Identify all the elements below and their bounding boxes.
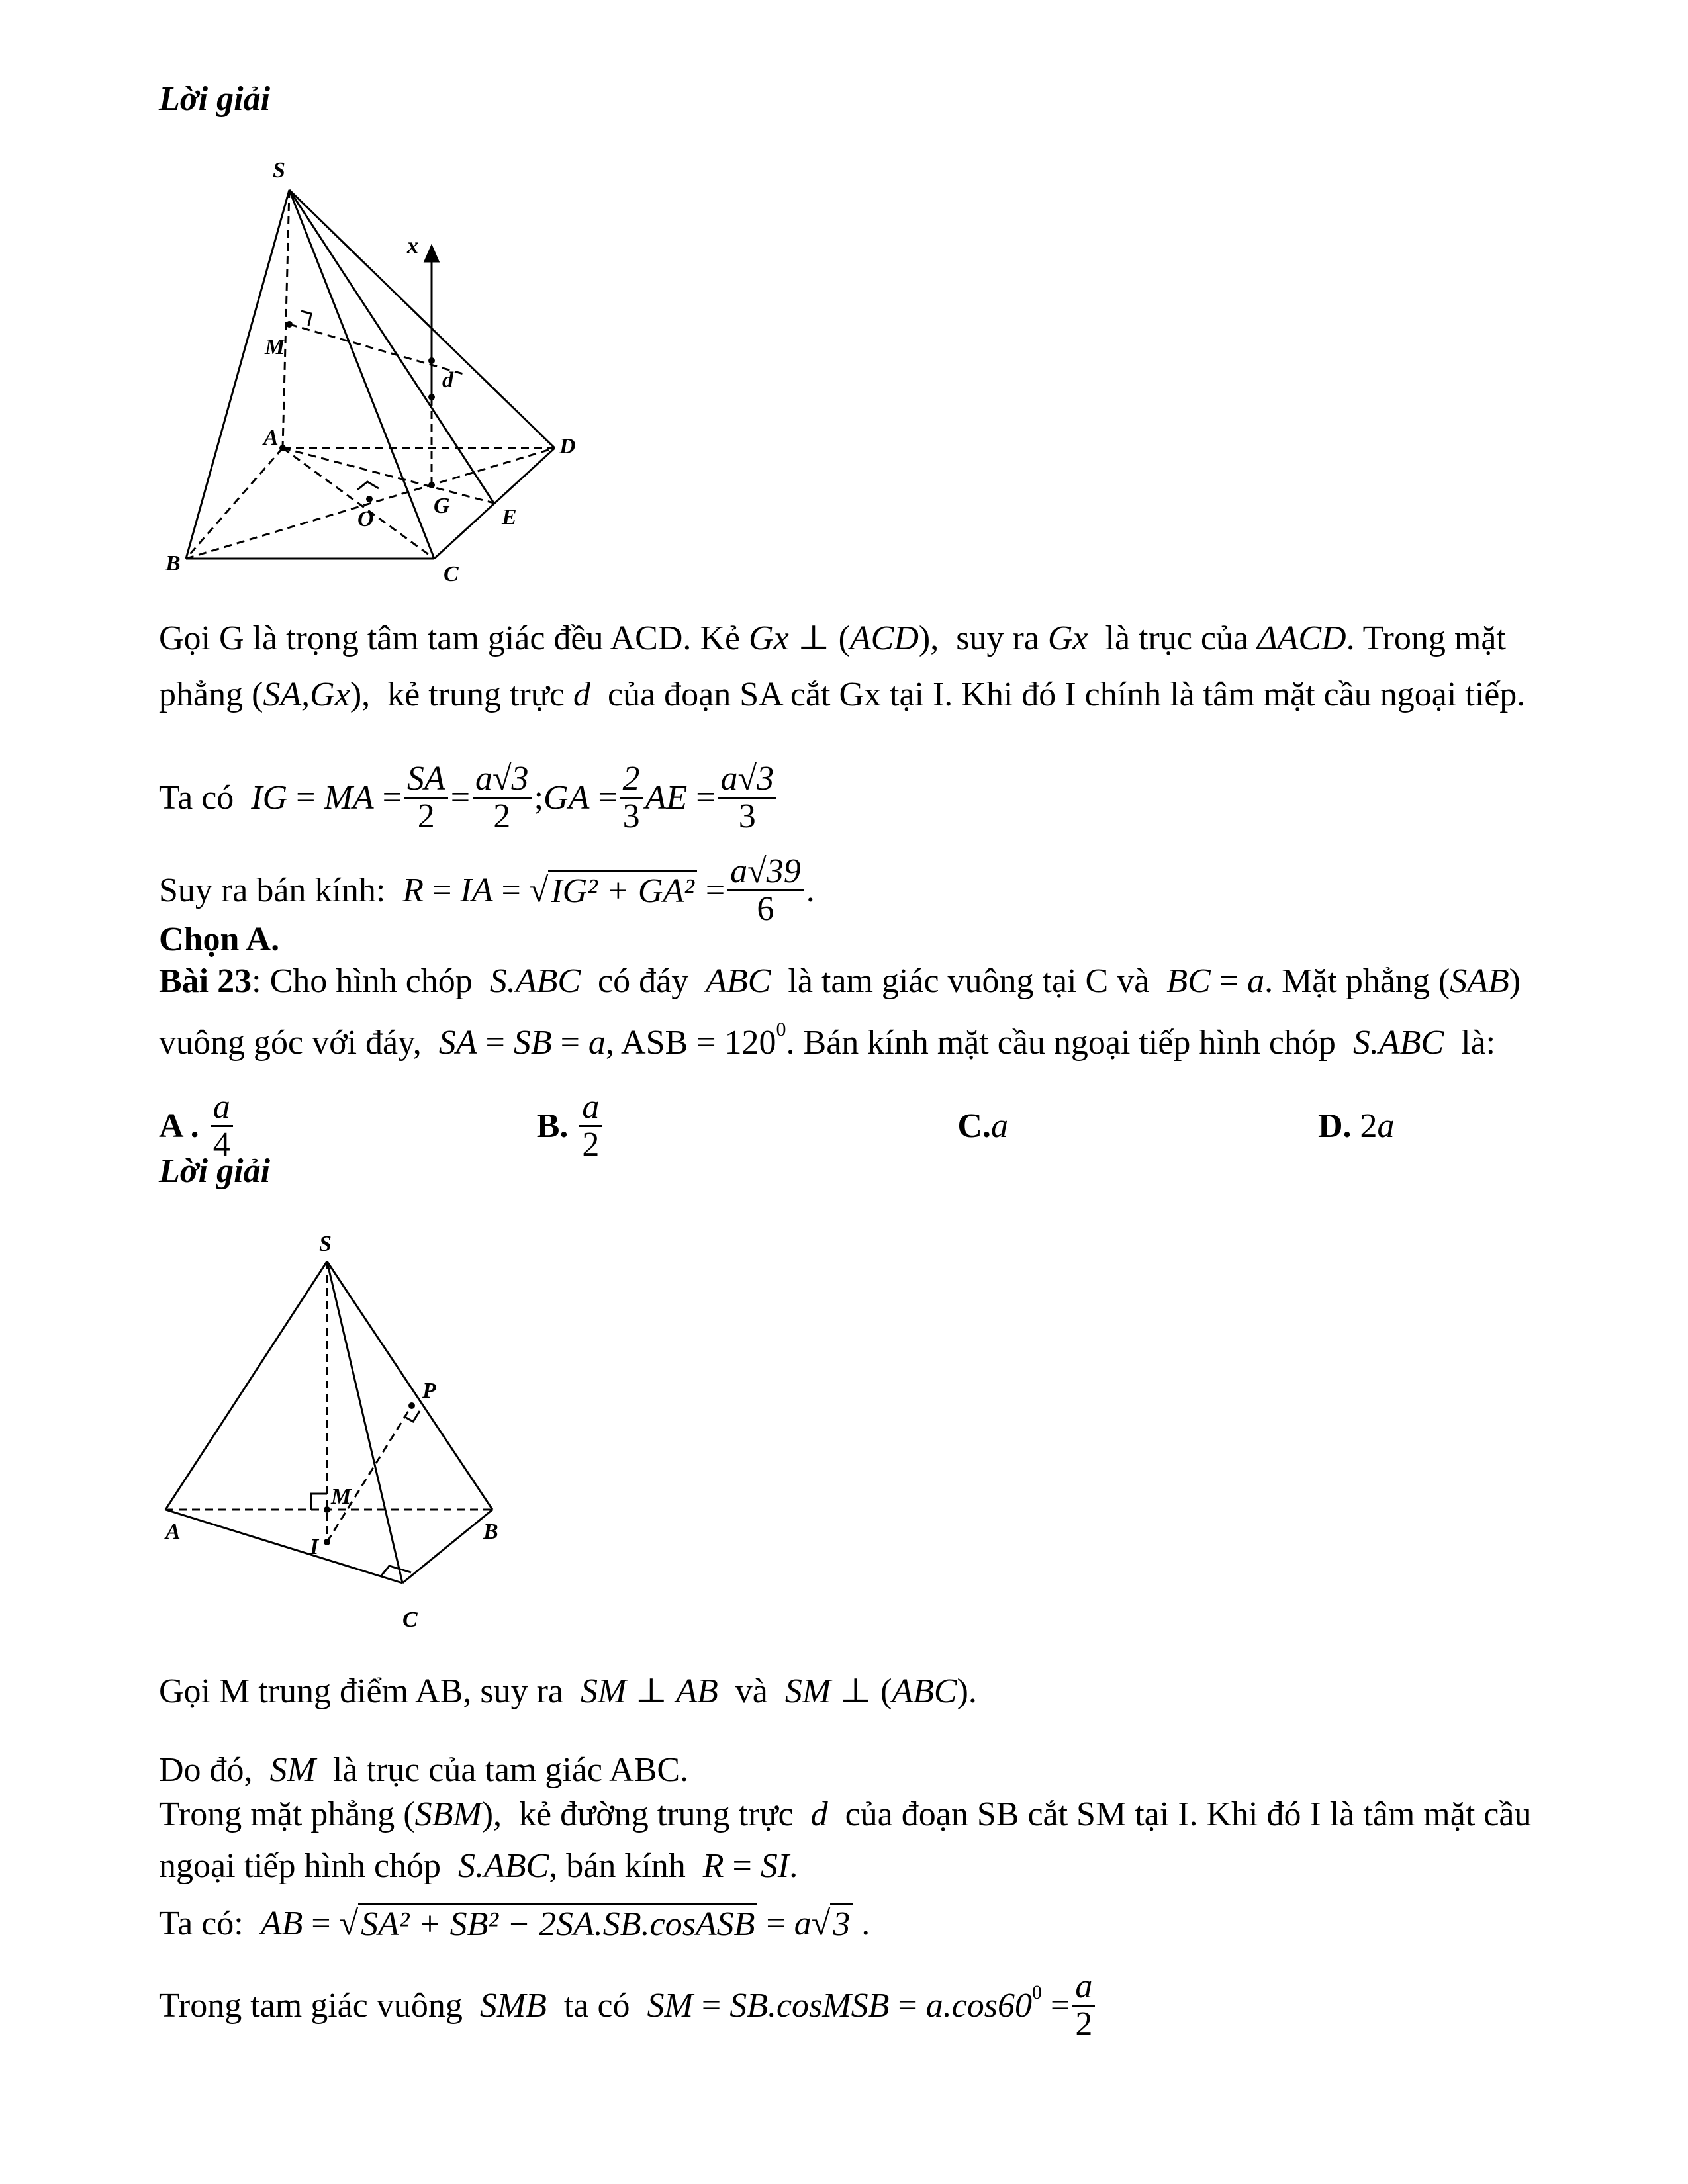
text: . (853, 1904, 870, 1942)
denominator: 2 (417, 797, 435, 835)
label-C: C (402, 1608, 418, 1632)
text: ). (957, 1672, 977, 1710)
fraction (579, 1089, 602, 1163)
label-D: D (559, 434, 576, 459)
edge-SD (289, 190, 555, 448)
math-text: a (1377, 1107, 1395, 1145)
denominator: 2 (493, 797, 511, 835)
text: = (287, 778, 324, 817)
text: = (724, 1847, 761, 1885)
text: : Cho hình chóp (252, 962, 490, 1000)
math-text: d (573, 676, 590, 713)
text-line (159, 675, 1525, 715)
math-text: Gx (1047, 619, 1088, 657)
bold-text: Bài 23 (159, 962, 252, 1000)
label-O: O (357, 507, 374, 531)
numerator: a√39 (727, 854, 804, 891)
text: ), kẻ đường trung trực (481, 1796, 811, 1833)
bold-text: Chọn A. (159, 921, 280, 958)
bold-text: C. (957, 1107, 991, 1145)
label-I: I (310, 1535, 319, 1559)
right-angle-M (301, 311, 311, 326)
text: = √ (303, 1904, 359, 1942)
math-text: a (588, 1024, 606, 1062)
text-line (159, 619, 1506, 659)
numerator: a (1072, 1969, 1095, 2007)
math-text: SAB (1450, 962, 1509, 1000)
right-angle-C (381, 1566, 411, 1576)
label-M: M (331, 1484, 352, 1509)
math-text: IA (460, 871, 493, 909)
text-line (159, 761, 779, 835)
text-line (159, 1969, 1098, 2042)
text: . (789, 1847, 798, 1885)
math-text: SB.cosMSB (729, 1986, 890, 2025)
right-angle-O (357, 482, 379, 490)
math-text: SA,Gx (263, 676, 350, 713)
denominator: 6 (757, 890, 774, 928)
math-text: GA (543, 778, 590, 817)
text-line (159, 1089, 1395, 1163)
section-heading: Lời giải (159, 1152, 271, 1190)
text-line (159, 79, 270, 119)
text: = (889, 1986, 926, 2025)
text: Suy ra bán kính: (159, 871, 403, 909)
math-text: S.ABC (1352, 1024, 1444, 1062)
text: và (718, 1672, 785, 1710)
edge-SA (283, 190, 289, 448)
radicand: 3 (830, 1903, 853, 1944)
edge-AC (165, 1510, 402, 1583)
numerator: a√3 (473, 761, 532, 799)
superscript: 0 (776, 1019, 786, 1040)
bold-text: B. (536, 1107, 577, 1145)
text: = (450, 778, 471, 817)
text: Do đó, (159, 1751, 270, 1789)
text: ⊥ ( (788, 619, 850, 657)
text-line (159, 962, 1521, 1001)
denominator: 4 (212, 1126, 230, 1163)
math-text: SB (513, 1024, 552, 1062)
text-line (159, 1152, 270, 1191)
text: của đoạn SA cắt Gx tại I. Khi đó I chính là tâm mặt cầu ngoại tiếp. (590, 676, 1526, 713)
text: , bán kính (549, 1847, 703, 1885)
text: ta có (546, 1986, 647, 2025)
math-text: SM (580, 1672, 627, 1710)
text (604, 1107, 957, 1146)
text: = (373, 778, 402, 817)
numerator: a (211, 1089, 233, 1127)
label-C: C (444, 562, 459, 586)
label-M: M (265, 335, 285, 359)
math-text: SA (438, 1024, 477, 1062)
denominator: 3 (622, 797, 640, 835)
text: √ (811, 1904, 831, 1942)
math-text: a (1247, 962, 1265, 1000)
fraction (404, 761, 448, 835)
math-text: SBM (414, 1796, 482, 1833)
segment-SE (289, 190, 494, 503)
math-text: MA (324, 778, 374, 817)
label-S: S (273, 158, 285, 183)
text: . Bán kính mặt cầu ngoại tiếp hình chóp (786, 1024, 1353, 1062)
diag-BD (186, 448, 555, 559)
text: ; (534, 778, 544, 817)
text: Gọi G là trọng tâm tam giác đều ACD. Kẻ (159, 619, 749, 657)
text-line (159, 1672, 977, 1711)
text: ), kẻ trung trực (350, 676, 573, 713)
math-text: R (702, 1847, 724, 1885)
text: ⊥ (626, 1672, 677, 1710)
denominator: 2 (1075, 2005, 1093, 2043)
bisector-d (327, 1406, 412, 1542)
text-line (159, 854, 815, 927)
text: là trục của tam giác ABC. (315, 1751, 689, 1789)
math-text: a (794, 1904, 812, 1942)
text-line (159, 1846, 798, 1886)
math-text: ΔACD (1257, 619, 1346, 657)
numerator: 2 (620, 761, 643, 799)
math-text: R (402, 871, 424, 909)
text: = (696, 871, 726, 909)
edge-SC (327, 1261, 402, 1583)
text: = (551, 1024, 588, 1062)
edge-SB (186, 190, 289, 559)
math-text: ABC (706, 962, 771, 1000)
label-E: E (502, 505, 517, 529)
math-text: a.cos60 (925, 1986, 1033, 2025)
math-text: BC (1166, 962, 1211, 1000)
math-text: AB (260, 1904, 303, 1942)
label-P: P (422, 1379, 436, 1403)
numerator: a (579, 1089, 602, 1127)
text: có đáy (581, 962, 706, 1000)
text: . Mặt phẳng ( (1264, 962, 1450, 1000)
math-text: SMB (479, 1986, 547, 2025)
edge-SB (327, 1261, 492, 1510)
text: = (424, 871, 461, 909)
denominator: 2 (582, 1126, 600, 1163)
math-text: AB (676, 1672, 718, 1710)
math-text: S.ABC (489, 962, 581, 1000)
text: . Trong mặt (1346, 619, 1506, 657)
superscript: 0 (1032, 1981, 1043, 2003)
text-line (159, 1751, 688, 1790)
text: = (687, 778, 716, 817)
label-G: G (434, 494, 450, 518)
math-text: a (990, 1107, 1008, 1145)
math-text: AE (645, 778, 688, 817)
text: = (477, 1024, 514, 1062)
label-S: S (319, 1232, 332, 1256)
bold-text: A . (159, 1107, 208, 1145)
text: là trục của (1088, 619, 1258, 657)
text: của đoạn SB cắt SM tại I. Khi đó I là tâm mặt cầu (827, 1796, 1532, 1833)
text: = (1042, 1986, 1070, 2025)
text: Trong mặt phẳng ( (159, 1796, 415, 1833)
fraction (718, 761, 777, 835)
fraction (473, 761, 532, 835)
arrow-icon (425, 246, 438, 261)
text: = (1210, 962, 1248, 1000)
text (1008, 1107, 1318, 1146)
figure-2-pyramid (165, 1261, 492, 1583)
text: ) (1509, 962, 1521, 1000)
denominator: 3 (738, 797, 756, 835)
text: vuông góc với đáy, (159, 1024, 439, 1062)
math-text: ACD (849, 619, 919, 657)
edge-SA (165, 1261, 327, 1510)
numerator: a√3 (718, 761, 777, 799)
text (236, 1107, 537, 1146)
math-text: SI (760, 1847, 790, 1885)
text: = (692, 1986, 730, 2025)
text: = (589, 778, 618, 817)
text: Ta có: (159, 1904, 261, 1942)
label-A: A (263, 426, 279, 450)
text: = √ (492, 871, 549, 909)
math-text: IG (251, 778, 288, 817)
figure-1-pyramid (186, 190, 555, 559)
text: . (806, 871, 815, 909)
edge-CD (434, 448, 555, 559)
text: , ASB = 120 (605, 1024, 776, 1062)
text-line (159, 1019, 1496, 1063)
label-x: x (407, 234, 418, 258)
text: ngoại tiếp hình chóp (159, 1847, 459, 1885)
text: là tam giác vuông tại C và (771, 962, 1167, 1000)
text: ⊥ ( (831, 1672, 892, 1710)
label-B: B (165, 551, 181, 576)
math-text: SM (784, 1672, 831, 1710)
text: = (757, 1904, 794, 1942)
fraction (727, 854, 804, 927)
numerator: SA (404, 761, 448, 799)
edge-CB (402, 1510, 492, 1583)
math-text: Gx (749, 619, 789, 657)
math-text: ABC (892, 1672, 957, 1710)
radicand: SA² + SB² − 2SA.SB.cosASB (358, 1903, 757, 1944)
text: Trong tam giác vuông (159, 1986, 480, 2025)
text-line (159, 920, 279, 960)
math-text: SM (269, 1751, 316, 1789)
text: là: (1444, 1024, 1496, 1062)
text: Gọi M trung điểm AB, suy ra (159, 1672, 581, 1710)
math-text: d (810, 1796, 828, 1833)
bisector-d (289, 324, 463, 374)
math-text: SM (647, 1986, 693, 2025)
bold-text: D. (1317, 1107, 1360, 1145)
text-line (159, 1903, 870, 1944)
text: phẳng ( (159, 676, 263, 713)
right-angle-M (311, 1494, 327, 1510)
label-d: d (442, 368, 453, 392)
section-heading: Lời giải (159, 80, 271, 118)
text-line (159, 1795, 1531, 1835)
text: Ta có (159, 778, 252, 817)
label-B: B (483, 1520, 498, 1544)
text: 2 (1360, 1107, 1378, 1145)
fraction (620, 761, 643, 835)
label-A: A (165, 1520, 181, 1544)
fraction (1072, 1969, 1095, 2042)
radicand: IG² + GA² (548, 870, 696, 911)
text: ), suy ra (918, 619, 1048, 657)
math-text: S.ABC (458, 1847, 549, 1885)
